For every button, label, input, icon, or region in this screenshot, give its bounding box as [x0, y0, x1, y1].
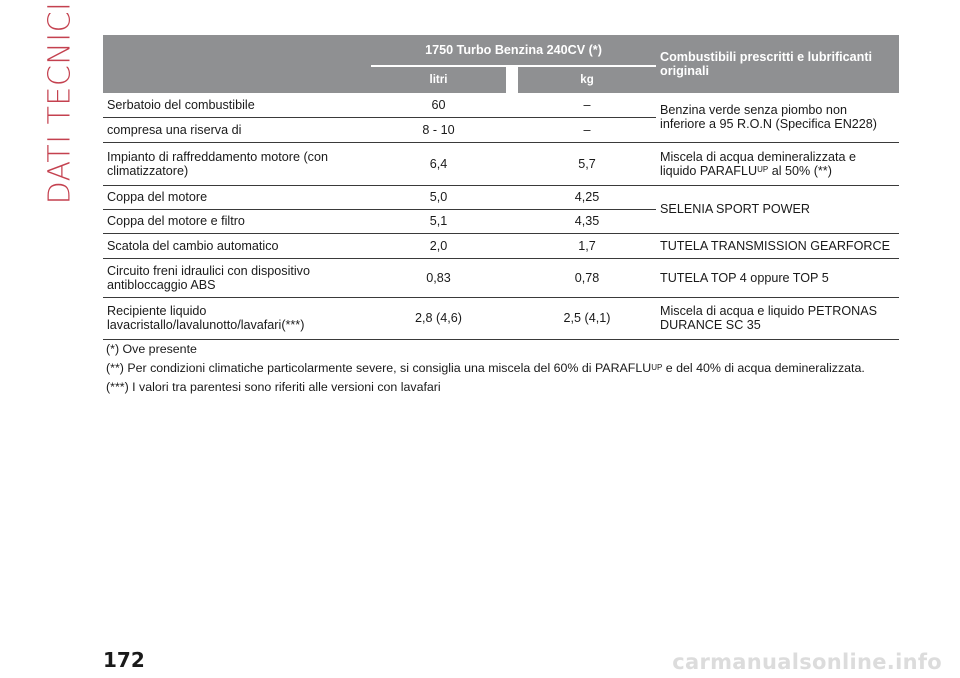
row-litres: 2,8 (4,6) — [371, 297, 506, 339]
footnote-2-superscript: UP — [651, 363, 663, 372]
row-item: Serbatoio del combustibile — [103, 93, 371, 117]
header-gap — [506, 66, 518, 93]
row-kg: 0,78 — [518, 258, 656, 297]
table-row — [103, 142, 899, 185]
footnotes — [106, 340, 906, 397]
row-fluid-coolant — [656, 142, 899, 185]
row-item-note: (***) — [281, 318, 305, 332]
row-kg: 4,35 — [518, 209, 656, 233]
table-row — [103, 233, 899, 258]
row-fluid-fuel: Benzina verde senza piombo non inferiore a 95 R.O.N (Specifica EN228) — [656, 93, 899, 142]
row-item: Scatola del cambio automatico — [103, 233, 371, 258]
row-litres: 5,1 — [371, 209, 506, 233]
footnote-3: (***) I valori tra parentesi sono riferiti alle versioni con lavafari — [106, 380, 441, 394]
row-item: compresa una riserva di — [103, 117, 371, 142]
section-title: DATI TECNICI — [42, 1, 78, 205]
header-unit-kg: kg — [518, 66, 656, 93]
row-fluid-brakes: TUTELA TOP 4 oppure TOP 5 — [656, 258, 899, 297]
row-litres: 2,0 — [371, 233, 506, 258]
watermark: carmanualsonline.info — [672, 650, 942, 674]
table-row — [103, 297, 899, 339]
row-litres: 0,83 — [371, 258, 506, 297]
row-fluid-engine-oil: SELENIA SPORT POWER — [656, 185, 899, 233]
row-kg: – — [518, 117, 656, 142]
footnote-2-text: (**) Per condizioni climatiche particolarmente severe, si consiglia una miscela del 60% di PARAFLU — [106, 361, 652, 375]
row-item: Coppa del motore — [103, 185, 371, 209]
header-blank-cell — [103, 35, 371, 93]
table-header-row — [103, 35, 899, 66]
header-unit-litres: litri — [371, 66, 506, 93]
coolant-ratio: al 50% (**) — [768, 163, 832, 178]
coolant-superscript: UP — [757, 164, 769, 174]
row-litres: 5,0 — [371, 185, 506, 209]
row-item-line2: lavacristallo/lavalunotto/lavafari — [107, 318, 282, 332]
coolant-text: Miscela di acqua demineralizzata e liquido PARAFLU — [660, 149, 857, 178]
header-model: 1750 Turbo Benzina 240CV (*) — [371, 35, 656, 66]
row-item-line1: Recipiente liquido — [107, 304, 207, 318]
section-title-vertical — [38, 1, 82, 205]
capacities-table — [103, 35, 899, 340]
row-item — [103, 297, 371, 339]
row-litres: 60 — [371, 93, 506, 117]
footnote-2 — [106, 359, 906, 378]
table-row — [103, 258, 899, 297]
table-row — [103, 185, 899, 209]
row-fluid-washer: Miscela di acqua e liquido PETRONAS DURANCE SC 35 — [656, 297, 899, 339]
row-litres: 6,4 — [371, 142, 506, 185]
row-kg: 4,25 — [518, 185, 656, 209]
footnote-1: (*) Ove presente — [106, 342, 197, 356]
row-litres: 8 - 10 — [371, 117, 506, 142]
page-number: 172 — [103, 648, 145, 672]
header-fluids: Combustibili prescritti e lubrificanti originali — [656, 35, 899, 93]
row-kg: 2,5 (4,1) — [518, 297, 656, 339]
row-kg: – — [518, 93, 656, 117]
row-kg: 5,7 — [518, 142, 656, 185]
row-fluid-transmission: TUTELA TRANSMISSION GEARFORCE — [656, 233, 899, 258]
row-item: Circuito freni idraulici con dispositivo antibloccaggio ABS — [103, 258, 371, 297]
row-item: Coppa del motore e filtro — [103, 209, 371, 233]
row-kg: 1,7 — [518, 233, 656, 258]
row-item: Impianto di raffreddamento motore (con climatizzatore) — [103, 142, 371, 185]
table-row — [103, 93, 899, 117]
footnote-2-tail: e del 40% di acqua demineralizzata. — [662, 361, 865, 375]
